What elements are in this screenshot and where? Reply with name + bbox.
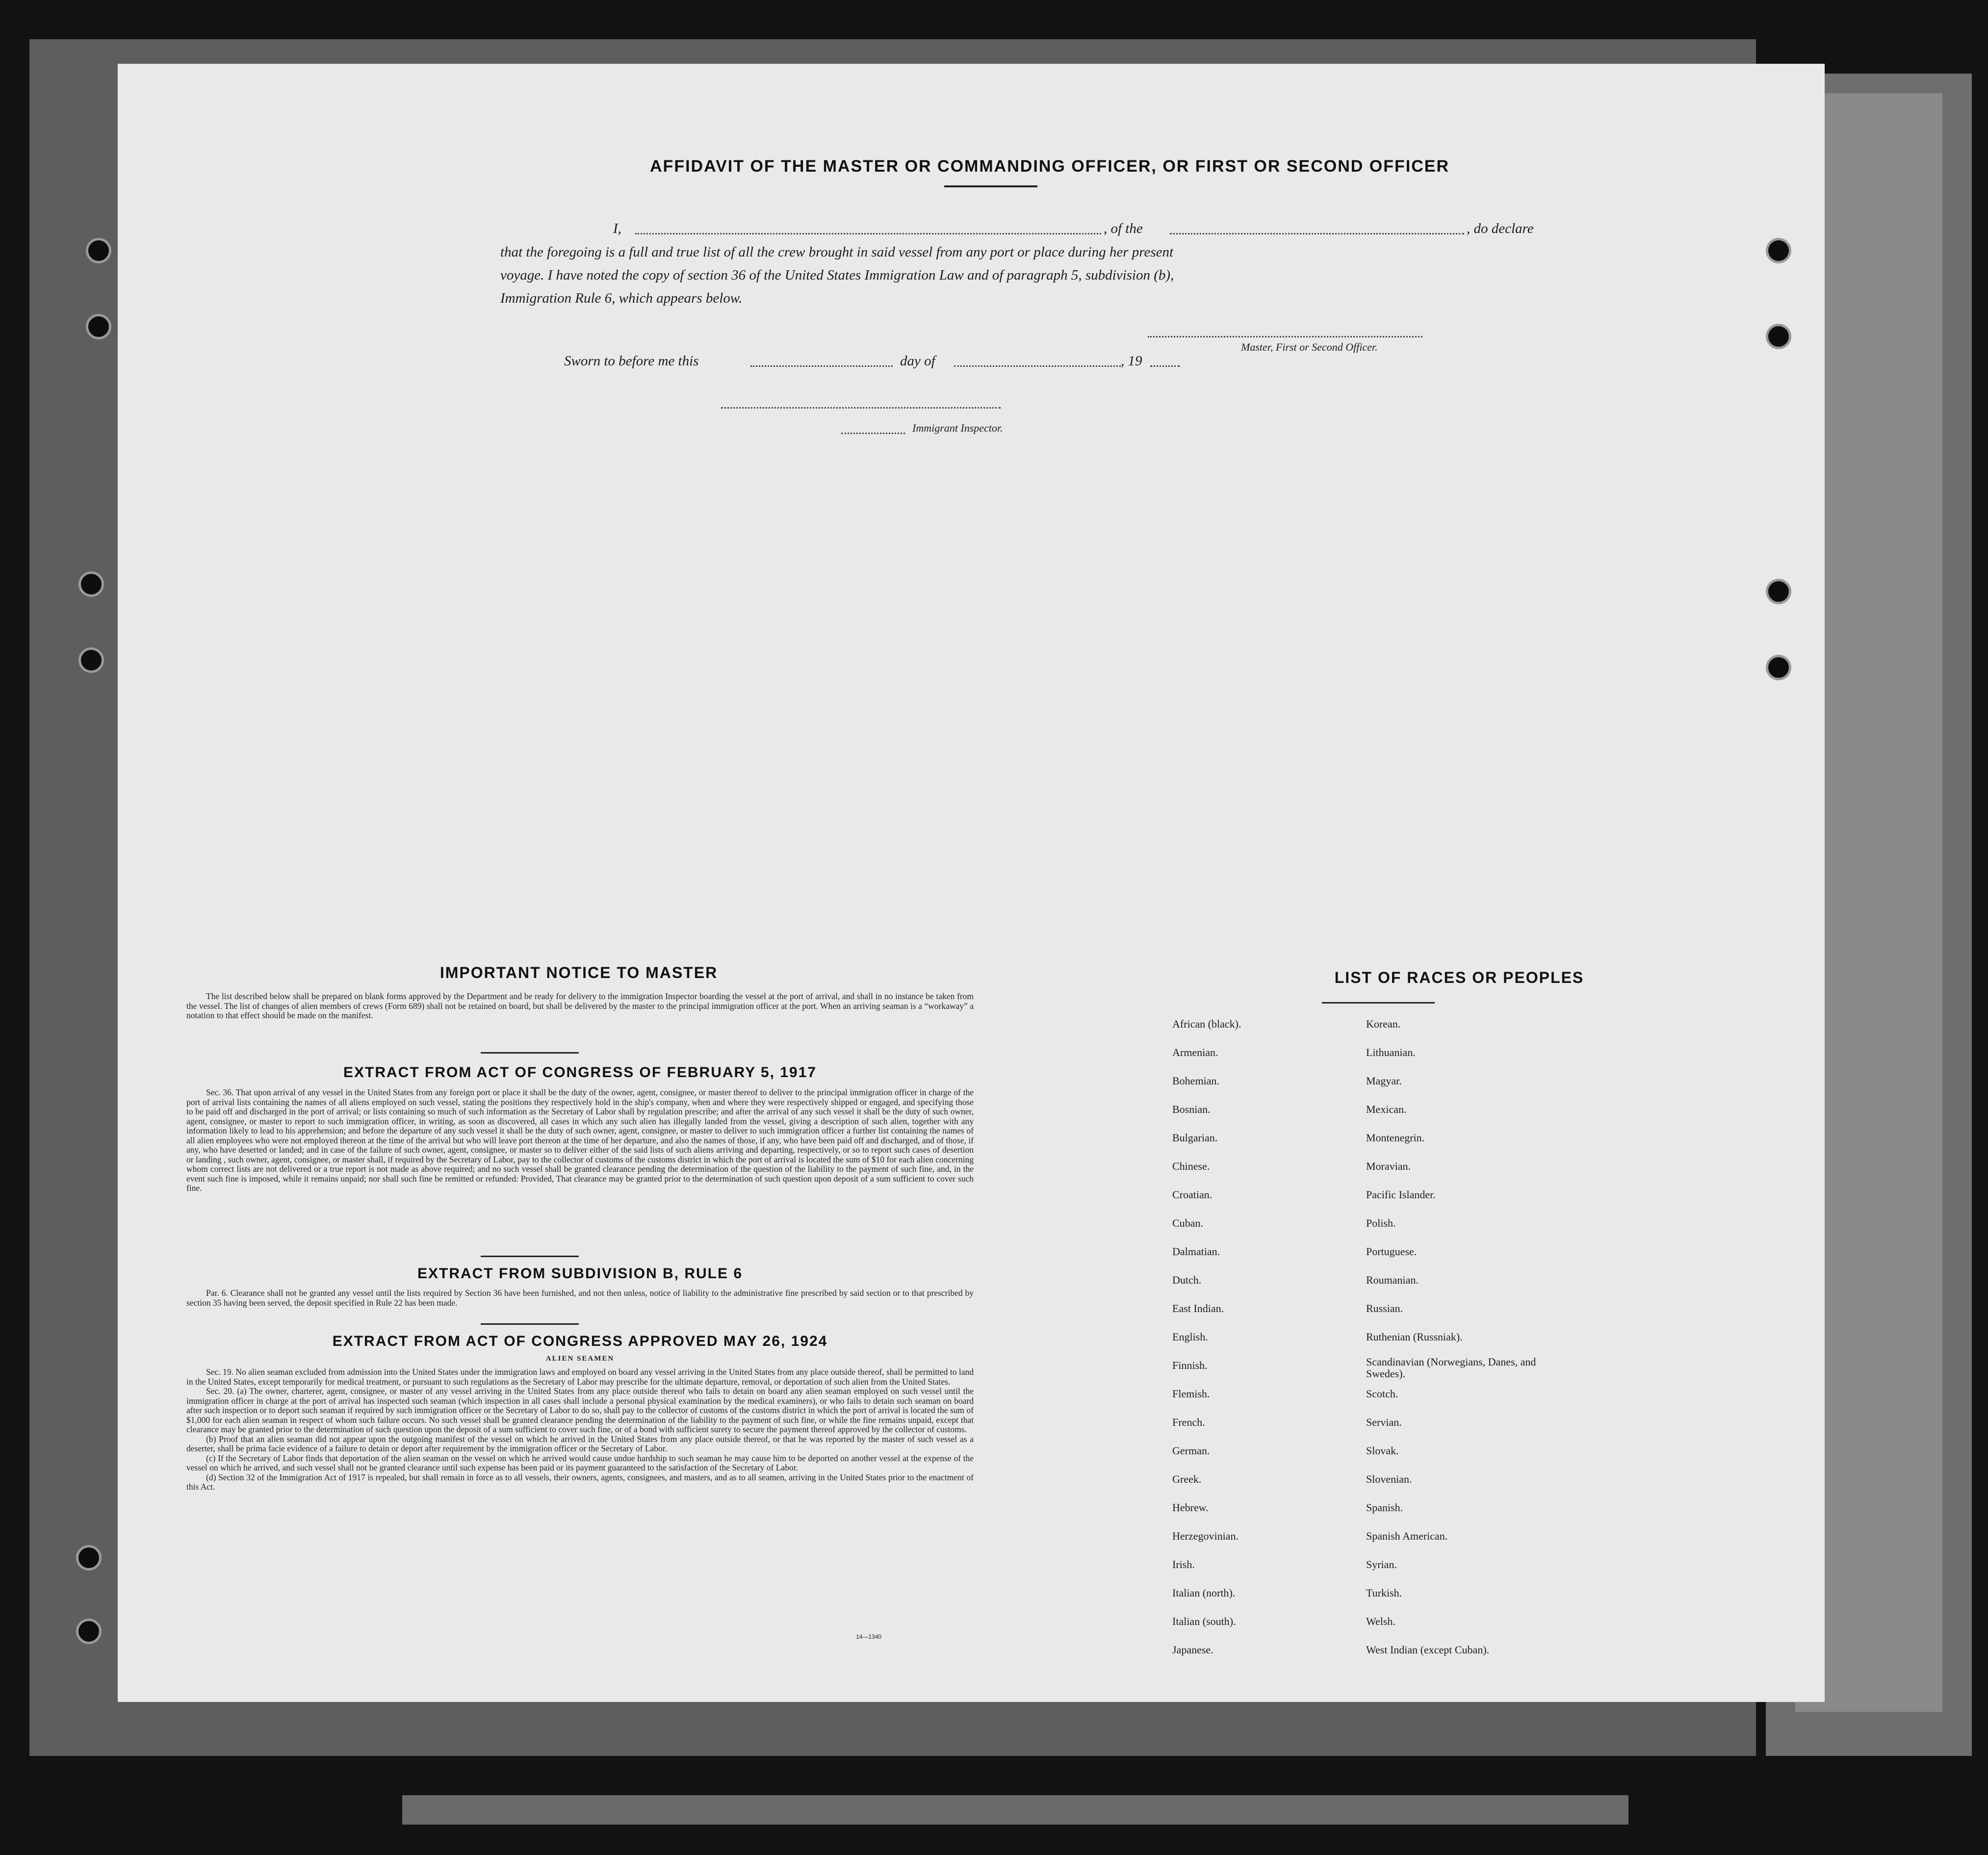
races-rule bbox=[1322, 1002, 1435, 1004]
race-item: Scandinavian (Norwegians, Danes, and Swedes). bbox=[1366, 1356, 1536, 1380]
affidavit-line-3: voyage. I have noted the copy of section 36 of the United States Immigration Law and of paragraph 5, subdivision (b), bbox=[500, 267, 1174, 283]
race-item: Servian. bbox=[1366, 1416, 1402, 1428]
race-item: Spanish American. bbox=[1366, 1530, 1448, 1542]
race-item: Irish. bbox=[1172, 1558, 1195, 1571]
sworn-label: Sworn to before me this bbox=[564, 353, 699, 369]
race-item: Chinese. bbox=[1172, 1160, 1210, 1172]
section-rule bbox=[481, 1323, 579, 1325]
race-item: Welsh. bbox=[1366, 1615, 1395, 1627]
race-item: Turkish. bbox=[1366, 1587, 1402, 1599]
extract-1917-title: EXTRACT FROM ACT OF CONGRESS OF FEBRUARY 5, 1917 bbox=[343, 1064, 817, 1081]
extract-1917-text bbox=[186, 1088, 974, 1193]
section-36-paragraph: Sec. 36. That upon arrival of any vessel in the United States from any foreign port or place it shall be the duty of the owner, agent, consignee, or master thereof to deliver to the principal immigration officer in charge of the port of arrival lists containing the names of all aliens employed on such vessel, stating the positions they respectively hold in the ship's company, when and where they were respectively shipped or engaged, and specifying those to be paid off and discharged in the port of arrival; or lists containing so much of such information as the Secretary of Labor shall by regulation prescribe; and after the arrival of any such vessel it shall be the duty of such owner, agent, consignee, or master to report to such immigration officer, in writing, as soon as discovered, all cases in which any such alien has illegally landed from the vessel, giving a description of such alien, together with any information likely to lead to his apprehension; and before the departure of any such vessel it shall be the duty of such owner, agent, consignee, or master to deliver to such immigration officer a further list containing the names of all alien employees who were not employed thereon at the time of the arrival but who will leave port thereon at the time of her departure, and also the names of those, if any, who have been paid off and discharged, and of those, if any, who have deserted or landed; and in case of the failure of such owner, agent, consignee, or master so to deliver either of the said lists of such aliens arriving and departing, respectively, or so to report such cases of desertion or landing , such owner, agent, consignee, or master shall, if required by the Secretary of Labor, pay to the collector of customs of the customs district in which the port of arrival is located the sum of $10 for each alien concerning whom correct lists are not delivered or a true report is not made as above required; and no such vessel shall be granted clearance pending the determination of the question of the liability to the payment of such fine, and, in the event such fine is imposed, while it remains unpaid; nor shall such fine be remitted or refunded: Provided, That clearance may be granted prior to the determination of such question upon deposit of a sum sufficient to cover such fine. bbox=[186, 1087, 974, 1193]
race-item: Spanish. bbox=[1366, 1501, 1403, 1514]
bottom-sheet-strip bbox=[402, 1795, 1628, 1825]
race-item: French. bbox=[1172, 1416, 1205, 1428]
affidavit-declare-label: , do declare bbox=[1467, 221, 1534, 236]
inspector-label: Immigrant Inspector. bbox=[912, 422, 1003, 434]
alien-seamen-subtitle: ALIEN SEAMEN bbox=[545, 1355, 615, 1363]
race-item: Syrian. bbox=[1366, 1558, 1397, 1571]
race-item: Japanese. bbox=[1172, 1644, 1213, 1656]
race-item: Magyar. bbox=[1366, 1075, 1402, 1087]
race-item: Slovak. bbox=[1366, 1444, 1399, 1457]
sec-20c-paragraph: (c) If the Secretary of Labor finds that deportation of the alien seaman on the vessel on which he arrived would cause undue hardship to such seaman he may cause him to be deported on another vessel at the expense of the vessel on which he arrived, and such vessel shall not be granted clearance until such expense has been paid or its payment guaranteed to the satisfaction of the Secretary of Labor. bbox=[186, 1453, 974, 1472]
rule-6-text bbox=[186, 1288, 974, 1308]
sworn-month-field[interactable] bbox=[954, 365, 1121, 367]
race-item: Mexican. bbox=[1366, 1103, 1407, 1115]
title-rule bbox=[944, 185, 1037, 187]
race-item: Moravian. bbox=[1366, 1160, 1411, 1172]
race-item: Hebrew. bbox=[1172, 1501, 1209, 1514]
manifest-page bbox=[118, 64, 1825, 1702]
race-item: Italian (south). bbox=[1172, 1615, 1236, 1627]
binder-hole-icon bbox=[86, 314, 111, 339]
race-item: Russian. bbox=[1366, 1302, 1403, 1314]
section-rule bbox=[481, 1052, 579, 1054]
race-item: Slovenian. bbox=[1366, 1473, 1412, 1485]
binder-hole-icon bbox=[76, 1545, 102, 1571]
inspector-dots bbox=[841, 433, 905, 434]
race-item: Pacific Islander. bbox=[1366, 1188, 1436, 1201]
race-item: Polish. bbox=[1366, 1217, 1396, 1229]
race-item: Bohemian. bbox=[1172, 1075, 1219, 1087]
race-item: East Indian. bbox=[1172, 1302, 1224, 1314]
master-signature-field[interactable] bbox=[1148, 336, 1422, 337]
binder-hole-icon bbox=[1766, 579, 1791, 604]
sec-20d-paragraph: (d) Section 32 of the Immigration Act of 1917 is repealed, but shall remain in force as to all vessels, their owners, agents, consignees, and masters, and as to all seamen, arriving in the United States prior to the enactment of this Act. bbox=[186, 1472, 974, 1492]
year-label: , 19 bbox=[1121, 353, 1142, 369]
race-item: English. bbox=[1172, 1331, 1208, 1343]
affidavit-line-4: Immigration Rule 6, which appears below. bbox=[500, 290, 743, 306]
notice-paragraph: The list described below shall be prepared on blank forms approved by the Department and be ready for delivery to the immigration Inspector boarding the vessel at the port of arrival, and shall in no instance be taken from the vessel. The list of changes of alien members of crews (Form 689) shall not be retained on board, but shall be delivered by the master to the principal immigration officer at the port. When an arriving seaman is a “workaway” a notation to that effect should be made on the manifest. bbox=[186, 991, 974, 1020]
binder-hole-icon bbox=[1766, 655, 1791, 680]
rule-6-title: EXTRACT FROM SUBDIVISION B, RULE 6 bbox=[417, 1265, 743, 1282]
race-item: Finnish. bbox=[1172, 1359, 1208, 1371]
inspector-signature-field[interactable] bbox=[721, 407, 1001, 409]
race-item: Portuguese. bbox=[1366, 1245, 1417, 1258]
notice-text bbox=[186, 992, 974, 1021]
race-item: Dalmatian. bbox=[1172, 1245, 1220, 1258]
race-item: Bosnian. bbox=[1172, 1103, 1211, 1115]
race-item: West Indian (except Cuban). bbox=[1366, 1644, 1490, 1656]
sec-19-paragraph: Sec. 19. No alien seaman excluded from admission into the United States under the immigration laws and employed on board any vessel arriving in the United States from any place outside thereof, shall be permitted to land in the United States, except temporarily for medical treatment, or pursuant to such regulations as the Secretary of Labor may prescribe for the ultimate departure, removal, or deportation of such alien from the United States. bbox=[186, 1367, 974, 1387]
binder-hole-icon bbox=[1766, 324, 1791, 349]
race-item: Greek. bbox=[1172, 1473, 1202, 1485]
race-item: Herzegovinian. bbox=[1172, 1530, 1239, 1542]
race-item: Korean. bbox=[1366, 1018, 1401, 1030]
notice-title: IMPORTANT NOTICE TO MASTER bbox=[439, 964, 718, 981]
binder-hole-icon bbox=[76, 1619, 102, 1644]
race-item: Scotch. bbox=[1366, 1388, 1398, 1400]
sec-20a-paragraph: Sec. 20. (a) The owner, charterer, agent, consignee, or master of any vessel arriving in the United States from any place outside thereof who fails to detain on board any alien seaman employed on such vessel until the immigration officer in charge at the port of arrival has inspected such seaman (which inspection in all cases shall include a personal physical examination by the medical examiners), or who fails to detain such seaman on board after such inspection or to deport such seaman if required by such immigration officer or the Secretary of Labor to do so, shall pay to the collector of customs of the customs district in which the port of arrival is located the sum of $1,000 for each alien seaman in respect of whom such failure occurs. No such vessel shall be granted clearance pending the determination of the liability to the payment of such fine, or while the fine remains unpaid, except that clearance may be granted prior to the determination of such question upon the deposit of a sum sufficient to cover such fine, or of a bond with sufficient surety to secure the payment thereof approved by the collector of customs. bbox=[186, 1386, 974, 1434]
race-item: Cuban. bbox=[1172, 1217, 1203, 1229]
race-item: Croatian. bbox=[1172, 1188, 1213, 1201]
race-item: Lithuanian. bbox=[1366, 1046, 1416, 1058]
affidavit-of-the-label: , of the bbox=[1104, 221, 1143, 236]
extract-1924-title: EXTRACT FROM ACT OF CONGRESS APPROVED MAY 26, 1924 bbox=[332, 1333, 828, 1349]
race-item: German. bbox=[1172, 1444, 1210, 1457]
race-item: Flemish. bbox=[1172, 1388, 1210, 1400]
race-item: Ruthenian (Russniak). bbox=[1366, 1331, 1463, 1343]
binder-hole-icon bbox=[86, 238, 111, 263]
sworn-day-field[interactable] bbox=[750, 365, 893, 367]
master-signature-label: Master, First or Second Officer. bbox=[1241, 341, 1378, 353]
race-item: Dutch. bbox=[1172, 1274, 1202, 1286]
binder-hole-icon bbox=[78, 647, 104, 673]
extract-1924-text bbox=[186, 1367, 974, 1492]
vessel-name-field[interactable] bbox=[1170, 233, 1464, 234]
race-item: Italian (north). bbox=[1172, 1587, 1236, 1599]
sworn-year-field[interactable] bbox=[1150, 365, 1180, 367]
binder-hole-icon bbox=[78, 571, 104, 597]
affidavit-i-label: I, bbox=[613, 221, 621, 236]
sec-20b-paragraph: (b) Proof that an alien seaman did not appear upon the outgoing manifest of the vessel on which he arrived in the United States from any place outside thereof, or that he was reported by the master of such vessel as a deserter, shall be prima facie evidence of a failure to detain or deport after requirement by the immigration officer or the Secretary of Labor. bbox=[186, 1434, 974, 1453]
race-item: Roumanian. bbox=[1366, 1274, 1419, 1286]
races-title: LIST OF RACES OR PEOPLES bbox=[1334, 969, 1584, 986]
race-item: Armenian. bbox=[1172, 1046, 1218, 1058]
binder-hole-icon bbox=[1766, 238, 1791, 263]
officer-name-field[interactable] bbox=[635, 233, 1101, 234]
affidavit-title: AFFIDAVIT OF THE MASTER OR COMMANDING OFFICER, OR FIRST OR SECOND OFFICER bbox=[650, 157, 1449, 176]
affidavit-line-2: that the foregoing is a full and true list of all the crew brought in said vessel from any port or place during her present bbox=[500, 244, 1174, 260]
race-item: African (black). bbox=[1172, 1018, 1241, 1030]
race-item: Bulgarian. bbox=[1172, 1132, 1218, 1144]
rule-6-paragraph: Par. 6. Clearance shall not be granted any vessel until the lists required by Section 36 have been furnished, and not then unless, notice of liability to the administrative fine prescribed by said section or to that prescribed by section 35 having been served, the deposit specified in Rule 22 has been made. bbox=[186, 1288, 974, 1308]
day-of-label: day of bbox=[900, 353, 935, 369]
race-item: Montenegrin. bbox=[1366, 1132, 1425, 1144]
form-number: 14—1340 bbox=[856, 1633, 882, 1640]
section-rule bbox=[481, 1256, 579, 1257]
